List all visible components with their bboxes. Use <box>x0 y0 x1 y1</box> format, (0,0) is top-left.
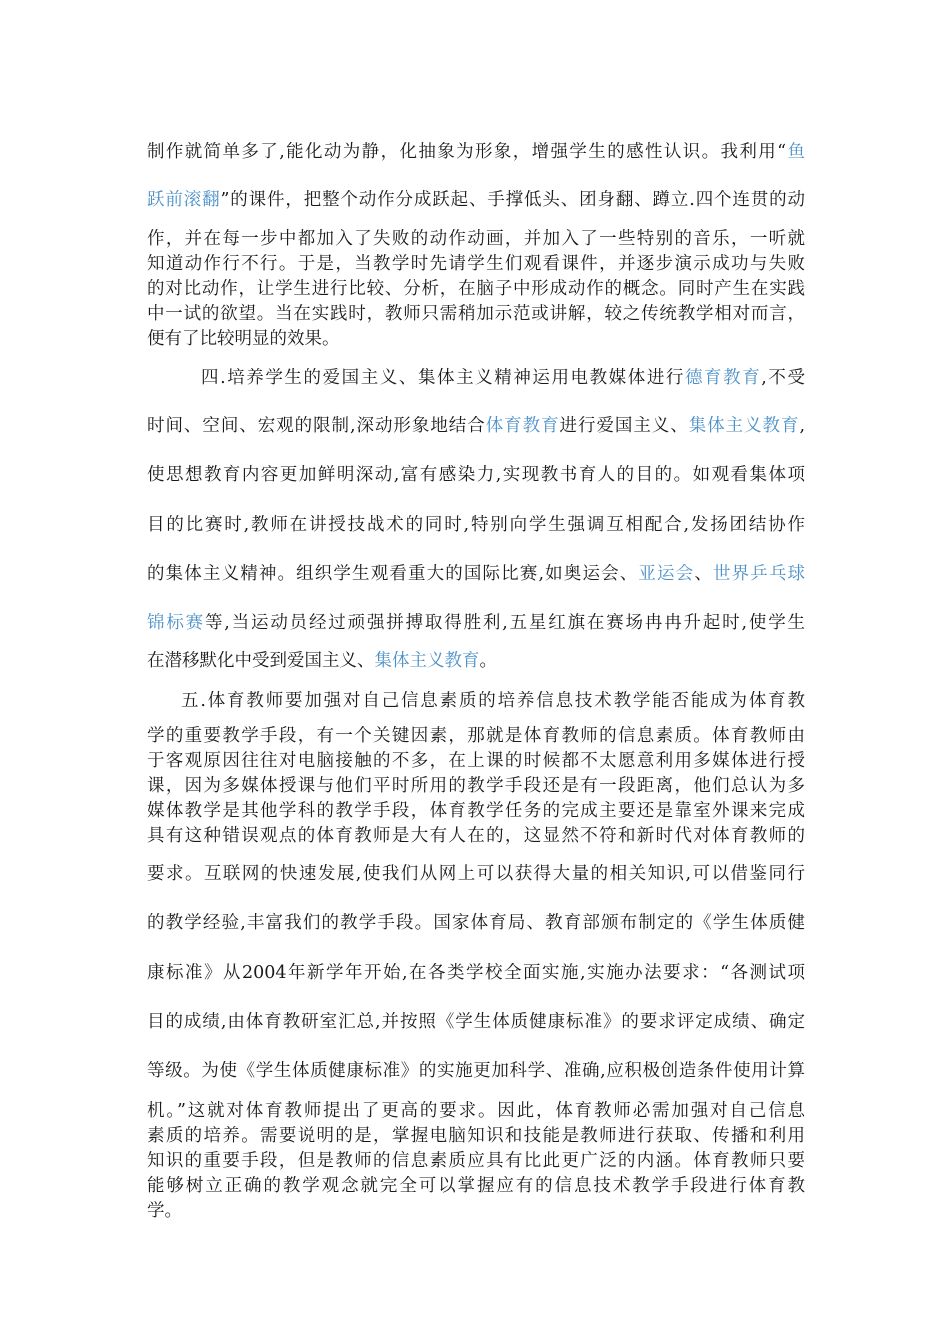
text-line: 于客观原因往往对电脑接触的不多，在上课的时候都不太愿意利用多媒体进行授 <box>147 751 805 771</box>
text-line: 学。 <box>147 1201 182 1221</box>
text-line: 使思想教育内容更加鲜明深动,富有感染力,实现教书育人的目的。如观看集体项 <box>147 465 805 485</box>
hyperlink[interactable]: 集体主义教育 <box>374 651 480 671</box>
hyperlink[interactable]: 鱼 <box>786 142 805 162</box>
text-line: 目的成绩,由体育教研室汇总,并按照《学生体质健康标准》的要求评定成绩、确定 <box>147 1012 805 1032</box>
text-line: 知道动作行不行。于是，当教学时先请学生们观看课件，并逐步演示成功与失败 <box>147 254 805 274</box>
hyperlink[interactable]: 世界乒乓球 <box>712 564 806 584</box>
text-line: 目的比赛时,教师在讲授技战术的同时,特别向学生强调互相配合,发扬团结协作 <box>147 515 805 535</box>
text-line: 锦标赛等,当运动员经过顽强拼搏取得胜利,五星红旗在赛场冉冉升起时,使学生 <box>147 613 806 633</box>
hyperlink[interactable]: 体育教育 <box>485 416 560 436</box>
text-line: 课，因为多媒体授课与他们平时所用的教学手段还是有一段距离，他们总认为多 <box>147 776 805 796</box>
text-line: 等级。为使《学生体质健康标准》的实施更加科学、准确,应积极创造条件使用计算 <box>147 1061 805 1081</box>
text-line: 时间、空间、宏观的限制,深动形象地结合体育教育进行爱国主义、集体主义教育, <box>147 416 806 436</box>
text-line: 作，并在每一步中都加入了失败的动作动画，并加入了一些特别的音乐，一听就 <box>147 229 805 249</box>
text-line: 素质的培养。需要说明的是，掌握电脑知识和技能是教师进行获取、传播和利用 <box>147 1126 805 1146</box>
text-line: 要求。互联网的快速发展,使我们从网上可以获得大量的相关知识,可以借鉴同行 <box>147 864 805 884</box>
text-line: 的集体主义精神。组织学生观看重大的国际比赛,如奥运会、亚运会、世界乒乓球 <box>147 564 806 584</box>
hyperlink[interactable]: 锦标赛 <box>147 613 205 633</box>
text-line: 中一试的欲望。当在实践时，教师只需稍加示范或讲解，较之传统教学相对而言， <box>147 304 805 324</box>
text-line: 康标准》从2004年新学年开始,在各类学校全面实施,实施办法要求：“各测试项 <box>147 963 805 983</box>
text-line: 在潜移默化中受到爱国主义、集体主义教育。 <box>147 651 497 671</box>
section-heading-line: 四.培养学生的爱国主义、集体主义精神运用电教媒体进行德育教育,不受 <box>201 368 805 388</box>
text-line: 机。”这就对体育教师提出了更高的要求。因此，体育教师必需加强对自己信息 <box>147 1101 805 1121</box>
text-line: 便有了比较明显的效果。 <box>147 329 340 349</box>
text-line: 制作就简单多了,能化动为静，化抽象为形象，增强学生的感性认识。我利用“鱼 <box>147 142 805 162</box>
hyperlink[interactable]: 亚运会 <box>638 564 695 584</box>
text-line: 学的重要教学手段，有一个关键因素，那就是体育教师的信息素质。体育教师由 <box>147 726 805 746</box>
hyperlink[interactable]: 集体主义教育 <box>688 416 800 436</box>
text-line: 的教学经验,丰富我们的教学手段。国家体育局、教育部颁布制定的《学生体质健 <box>147 913 805 933</box>
text-line: 能够树立正确的教学观念就完全可以掌握应有的信息技术教学手段进行体育教 <box>147 1176 805 1196</box>
text-line: 知识的重要手段，但是教师的信息素质应具有比此更广泛的内涵。体育教师只要 <box>147 1151 805 1171</box>
hyperlink[interactable]: 跃前滚翻 <box>147 190 221 210</box>
text-line: 具有这种错误观点的体育教师是大有人在的，这显然不符和新时代对体育教师的 <box>147 826 805 846</box>
hyperlink[interactable]: 德育教育 <box>684 368 762 388</box>
text-line: 的对比动作，让学生进行比较、分析，在脑子中形成动作的概念。同时产生在实践 <box>147 279 805 299</box>
section-heading-line: 五.体育教师要加强对自己信息素质的培养信息技术教学能否能成为体育教 <box>181 691 805 711</box>
text-line: 媒体教学是其他学科的教学手段，体育教学任务的完成主要还是靠室外课来完成 <box>147 801 805 821</box>
text-line: 跃前滚翻”的课件，把整个动作分成跃起、手撑低头、团身翻、蹲立.四个连贯的动 <box>147 190 806 210</box>
